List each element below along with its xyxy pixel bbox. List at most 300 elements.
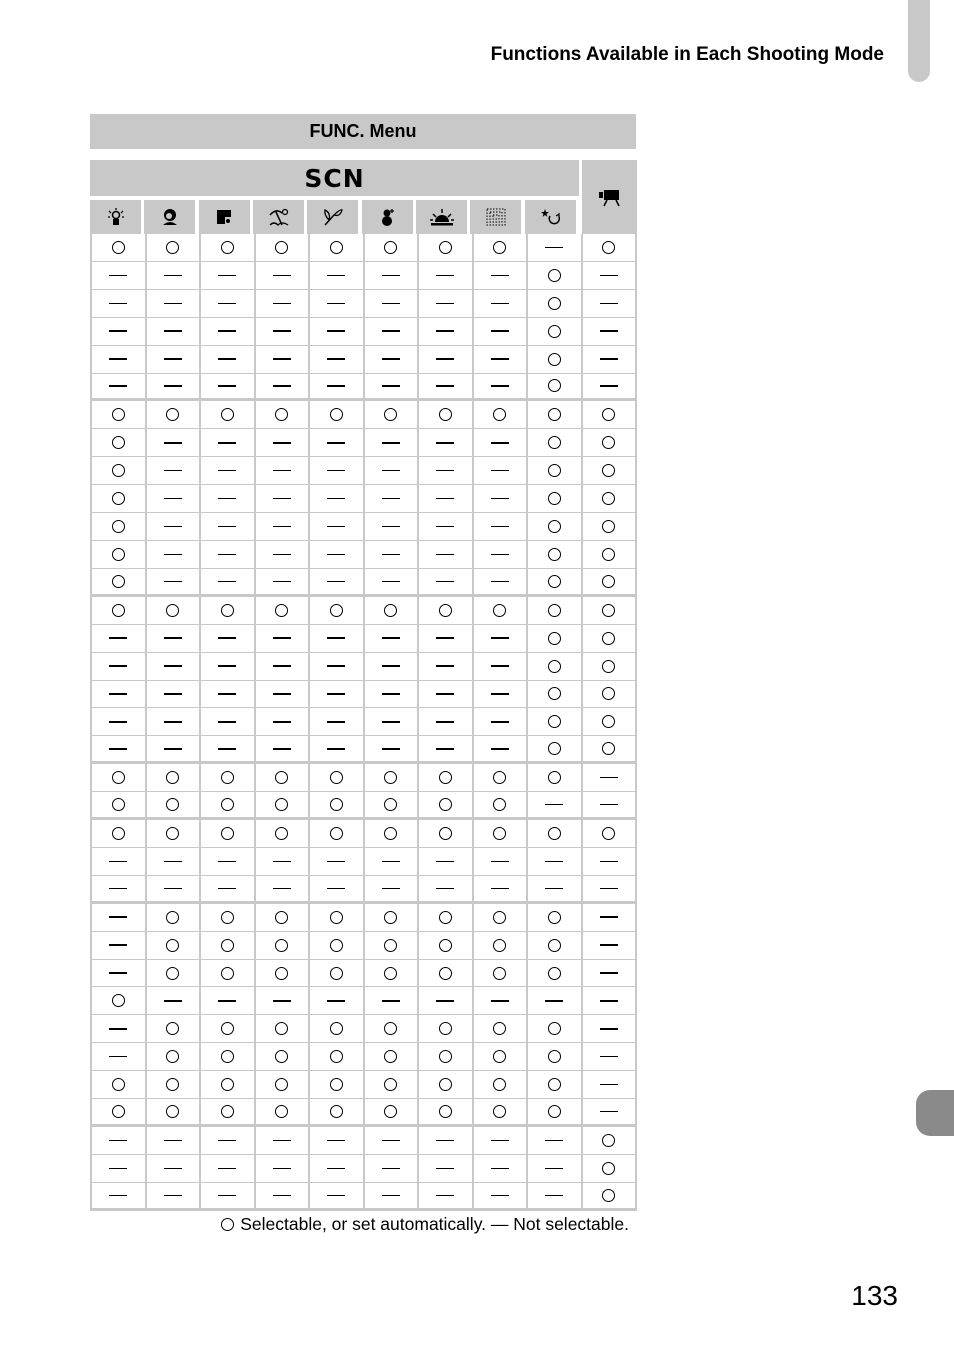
table-cell: [526, 318, 581, 345]
table-cell: [581, 290, 638, 317]
table-cell: [145, 987, 200, 1014]
table-cell: [472, 681, 527, 708]
not-selectable-dash-icon: [164, 554, 182, 556]
table-cell: [145, 653, 200, 680]
not-selectable-dash-icon: [327, 1140, 345, 1142]
not-selectable-dash-icon: [273, 526, 291, 528]
table-cell: [308, 1099, 363, 1124]
table-cell: [199, 262, 254, 289]
not-selectable-dash-icon: [491, 581, 509, 583]
selectable-circle-icon: [548, 687, 561, 700]
table-cell: [526, 234, 581, 261]
not-selectable-dash-icon: [109, 721, 127, 723]
selectable-circle-icon: [112, 1078, 125, 1091]
table-cell: [145, 374, 200, 399]
column-header-fireworks: [470, 200, 521, 234]
not-selectable-dash-icon: [436, 1195, 454, 1197]
selectable-circle-icon: [166, 1078, 179, 1091]
not-selectable-dash-icon: [164, 861, 182, 863]
not-selectable-dash-icon: [545, 247, 563, 249]
column-header-portrait: [144, 200, 195, 234]
table-cell: [417, 346, 472, 373]
table-cell: [90, 736, 145, 761]
selectable-circle-icon: [548, 520, 561, 533]
table-cell: [308, 485, 363, 512]
selectable-circle-icon: [548, 742, 561, 755]
not-selectable-dash-icon: [218, 470, 236, 472]
table-row: [90, 1015, 637, 1043]
not-selectable-dash-icon: [327, 861, 345, 863]
not-selectable-dash-icon: [327, 385, 345, 387]
selectable-circle-icon: [221, 967, 234, 980]
not-selectable-dash-icon: [164, 470, 182, 472]
table-cell: [581, 876, 638, 901]
table-cell: [254, 987, 309, 1014]
table-cell: [417, 848, 472, 875]
not-selectable-dash-icon: [218, 1000, 236, 1002]
table-cell: [417, 485, 472, 512]
table-cell: [472, 820, 527, 847]
table-cell: [363, 374, 418, 399]
selectable-circle-icon: [439, 967, 452, 980]
table-cell: [254, 1071, 309, 1098]
not-selectable-dash-icon: [273, 498, 291, 500]
selectable-circle-icon: [221, 798, 234, 811]
table-cell: [90, 429, 145, 456]
snow-icon: [377, 207, 397, 227]
not-selectable-dash-icon: [436, 637, 454, 639]
table-cell: [199, 820, 254, 847]
not-selectable-dash-icon: [382, 748, 400, 750]
not-selectable-dash-icon: [273, 665, 291, 667]
not-selectable-dash-icon: [327, 581, 345, 583]
not-selectable-dash-icon: [109, 1195, 127, 1197]
not-selectable-dash-icon: [218, 581, 236, 583]
selectable-circle-icon: [275, 771, 288, 784]
not-selectable-dash-icon: [327, 498, 345, 500]
selectable-circle-icon: [602, 436, 615, 449]
selectable-circle-icon: [112, 994, 125, 1007]
not-selectable-dash-icon: [600, 916, 618, 918]
not-selectable-dash-icon: [218, 1168, 236, 1170]
table-cell: [363, 318, 418, 345]
table-cell: [581, 1127, 638, 1154]
table-cell: [472, 234, 527, 261]
table-cell: [254, 262, 309, 289]
not-selectable-dash-icon: [436, 385, 454, 387]
table-cell: [526, 820, 581, 847]
not-selectable-dash-icon: [327, 1000, 345, 1002]
selectable-circle-icon: [330, 911, 343, 924]
table-cell: [526, 1071, 581, 1098]
table-cell: [526, 401, 581, 428]
table-cell: [90, 904, 145, 931]
table-cell: [581, 318, 638, 345]
table-cell: [417, 932, 472, 959]
selectable-circle-icon: [330, 1050, 343, 1063]
table-cell: [581, 429, 638, 456]
not-selectable-dash-icon: [436, 303, 454, 305]
not-selectable-dash-icon: [382, 665, 400, 667]
table-cell: [417, 1071, 472, 1098]
not-selectable-dash-icon: [327, 748, 345, 750]
not-selectable-dash-icon: [436, 721, 454, 723]
table-cell: [90, 1043, 145, 1070]
not-selectable-dash-icon: [600, 330, 618, 332]
not-selectable-dash-icon: [218, 748, 236, 750]
table-cell: [90, 290, 145, 317]
table-cell: [581, 736, 638, 761]
table-cell: [308, 541, 363, 568]
table-cell: [199, 457, 254, 484]
table-cell: [363, 960, 418, 987]
table-cell: [526, 1155, 581, 1182]
table-cell: [308, 290, 363, 317]
not-selectable-dash-icon: [436, 526, 454, 528]
selectable-circle-icon: [166, 939, 179, 952]
selectable-circle-icon: [112, 408, 125, 421]
not-selectable-dash-icon: [545, 1168, 563, 1170]
table-cell: [254, 904, 309, 931]
table-cell: [526, 792, 581, 817]
table-cell: [90, 541, 145, 568]
not-selectable-dash-icon: [491, 554, 509, 556]
selectable-circle-icon: [548, 353, 561, 366]
not-selectable-dash-icon: [382, 358, 400, 360]
table-cell: [581, 1043, 638, 1070]
table-cell: [308, 792, 363, 817]
not-selectable-dash-icon: [545, 804, 563, 806]
table-cell: [145, 457, 200, 484]
table-cell: [472, 346, 527, 373]
not-selectable-dash-icon: [273, 554, 291, 556]
selectable-circle-icon: [493, 241, 506, 254]
not-selectable-dash-icon: [491, 1195, 509, 1197]
not-selectable-dash-icon: [600, 1000, 618, 1002]
not-selectable-dash-icon: [164, 303, 182, 305]
not-selectable-dash-icon: [273, 693, 291, 695]
table-cell: [363, 764, 418, 791]
selectable-circle-icon: [166, 1105, 179, 1118]
table-cell: [581, 708, 638, 735]
table-cell: [90, 262, 145, 289]
table-row: [90, 1099, 637, 1127]
not-selectable-dash-icon: [164, 498, 182, 500]
table-cell: [472, 987, 527, 1014]
table-cell: [199, 792, 254, 817]
not-selectable-dash-icon: [218, 358, 236, 360]
not-selectable-dash-icon: [218, 526, 236, 528]
table-row: [90, 904, 637, 932]
table-cell: [417, 513, 472, 540]
table-cell: [145, 1071, 200, 1098]
not-selectable-dash-icon: [109, 972, 127, 974]
not-selectable-dash-icon: [273, 721, 291, 723]
scn-mode-header: SCN: [90, 160, 579, 196]
table-cell: [472, 318, 527, 345]
selectable-circle-icon: [384, 604, 397, 617]
selectable-circle-icon: [548, 660, 561, 673]
table-cell: [363, 597, 418, 624]
selectable-circle-icon: [275, 241, 288, 254]
table-cell: [581, 1155, 638, 1182]
not-selectable-dash-icon: [164, 1000, 182, 1002]
table-cell: [308, 708, 363, 735]
table-cell: [90, 374, 145, 399]
table-cell: [254, 932, 309, 959]
column-header-foliage: [307, 200, 358, 234]
not-selectable-dash-icon: [382, 693, 400, 695]
table-cell: [363, 1155, 418, 1182]
not-selectable-dash-icon: [109, 303, 127, 305]
table-cell: [90, 708, 145, 735]
selectable-circle-icon: [112, 548, 125, 561]
table-cell: [199, 932, 254, 959]
table-cell: [363, 1043, 418, 1070]
table-cell: [308, 318, 363, 345]
selectable-circle-icon: [439, 1078, 452, 1091]
table-cell: [90, 876, 145, 901]
table-cell: [581, 764, 638, 791]
selectable-circle-icon: [112, 771, 125, 784]
not-selectable-dash-icon: [545, 1000, 563, 1002]
table-cell: [363, 1099, 418, 1124]
table-cell: [472, 290, 527, 317]
color-accent-icon: [214, 207, 234, 227]
not-selectable-dash-icon: [382, 1168, 400, 1170]
table-cell: [417, 987, 472, 1014]
selectable-circle-icon: [221, 408, 234, 421]
table-row: [90, 625, 637, 653]
not-selectable-dash-icon: [491, 665, 509, 667]
selectable-circle-icon: [221, 1105, 234, 1118]
table-cell: [199, 541, 254, 568]
table-cell: [472, 457, 527, 484]
not-selectable-dash-icon: [218, 637, 236, 639]
not-selectable-dash-icon: [109, 637, 127, 639]
table-cell: [417, 1183, 472, 1208]
table-cell: [90, 569, 145, 594]
not-selectable-dash-icon: [436, 1000, 454, 1002]
table-cell: [526, 1099, 581, 1124]
selectable-circle-icon: [602, 408, 615, 421]
not-selectable-dash-icon: [382, 581, 400, 583]
not-selectable-dash-icon: [600, 804, 618, 806]
selectable-circle-icon: [439, 241, 452, 254]
not-selectable-dash-icon: [327, 637, 345, 639]
not-selectable-dash-icon: [273, 358, 291, 360]
table-row: [90, 374, 637, 402]
foliage-icon: [322, 207, 344, 227]
table-cell: [90, 513, 145, 540]
not-selectable-dash-icon: [164, 526, 182, 528]
table-cell: [526, 681, 581, 708]
table-cell: [254, 681, 309, 708]
table-cell: [145, 290, 200, 317]
not-selectable-dash-icon: [491, 861, 509, 863]
table-cell: [363, 401, 418, 428]
table-row: [90, 987, 637, 1015]
not-selectable-dash-icon: [382, 303, 400, 305]
not-selectable-dash-icon: [273, 1168, 291, 1170]
not-selectable-dash-icon: [164, 442, 182, 444]
not-selectable-dash-icon: [327, 303, 345, 305]
selectable-circle-icon: [221, 604, 234, 617]
fireworks-icon: [485, 207, 507, 227]
selectable-circle-icon: [602, 715, 615, 728]
table-cell: [90, 1127, 145, 1154]
table-cell: [417, 904, 472, 931]
table-cell: [308, 625, 363, 652]
table-cell: [254, 401, 309, 428]
table-cell: [145, 1043, 200, 1070]
scene-icon-row: [90, 200, 579, 234]
table-cell: [526, 485, 581, 512]
table-row: [90, 653, 637, 681]
table-cell: [363, 932, 418, 959]
not-selectable-dash-icon: [436, 358, 454, 360]
selectable-circle-icon: [112, 1105, 125, 1118]
not-selectable-dash-icon: [218, 554, 236, 556]
page-title: Functions Available in Each Shooting Mode: [490, 44, 884, 65]
table-cell: [526, 904, 581, 931]
table-cell: [308, 1071, 363, 1098]
table-cell: [472, 1127, 527, 1154]
selectable-circle-icon: [602, 687, 615, 700]
selectable-circle-icon: [548, 715, 561, 728]
table-cell: [308, 234, 363, 261]
not-selectable-dash-icon: [218, 498, 236, 500]
table-cell: [308, 597, 363, 624]
not-selectable-dash-icon: [436, 330, 454, 332]
selectable-circle-icon: [602, 660, 615, 673]
not-selectable-dash-icon: [218, 693, 236, 695]
table-cell: [145, 681, 200, 708]
table-cell: [526, 625, 581, 652]
table-cell: [199, 569, 254, 594]
selectable-circle-icon: [275, 604, 288, 617]
portrait-icon: [160, 207, 180, 227]
selectable-circle-icon: [275, 911, 288, 924]
table-cell: [145, 1099, 200, 1124]
table-cell: [363, 1071, 418, 1098]
table-row: [90, 485, 637, 513]
table-cell: [526, 876, 581, 901]
table-cell: [363, 708, 418, 735]
table-cell: [472, 764, 527, 791]
selectable-circle-icon: [439, 408, 452, 421]
table-cell: [90, 987, 145, 1014]
selectable-circle-icon: [439, 798, 452, 811]
table-cell: [90, 820, 145, 847]
table-cell: [308, 960, 363, 987]
table-cell: [417, 401, 472, 428]
table-cell: [526, 346, 581, 373]
table-cell: [254, 457, 309, 484]
table-cell: [472, 485, 527, 512]
not-selectable-dash-icon: [545, 1195, 563, 1197]
table-cell: [581, 653, 638, 680]
table-cell: [199, 736, 254, 761]
table-cell: [417, 290, 472, 317]
table-legend: [221, 1214, 629, 1235]
table-row: [90, 1155, 637, 1183]
table-cell: [472, 1043, 527, 1070]
not-selectable-dash-icon: [436, 665, 454, 667]
table-cell: [472, 904, 527, 931]
table-cell: [90, 1071, 145, 1098]
table-cell: [363, 1183, 418, 1208]
table-cell: [145, 848, 200, 875]
table-cell: [363, 513, 418, 540]
table-cell: [254, 792, 309, 817]
table-cell: [308, 401, 363, 428]
selectable-circle-icon: [112, 798, 125, 811]
selectable-circle-icon: [602, 1162, 615, 1175]
selectable-circle-icon: [221, 939, 234, 952]
table-row: [90, 1071, 637, 1099]
not-selectable-dash-icon: [491, 303, 509, 305]
table-cell: [254, 1155, 309, 1182]
selectable-circle-icon: [166, 1022, 179, 1035]
selectable-circle-icon: [439, 1022, 452, 1035]
not-selectable-dash-icon: [109, 330, 127, 332]
table-row: [90, 513, 637, 541]
table-cell: [581, 374, 638, 399]
table-cell: [363, 848, 418, 875]
table-cell: [472, 625, 527, 652]
table-cell: [199, 1099, 254, 1124]
table-cell: [254, 541, 309, 568]
not-selectable-dash-icon: [600, 358, 618, 360]
selectable-circle-icon: [493, 1078, 506, 1091]
not-selectable-dash-icon: [218, 330, 236, 332]
not-selectable-dash-icon: [491, 637, 509, 639]
not-selectable-dash-icon: [109, 1056, 127, 1058]
table-cell: [90, 1099, 145, 1124]
not-selectable-dash-icon: [109, 748, 127, 750]
chapter-tab-index: [916, 1090, 954, 1136]
not-selectable-dash-icon: [109, 385, 127, 387]
not-selectable-dash-icon: [436, 1140, 454, 1142]
selectable-circle-icon: [548, 1022, 561, 1035]
beach-icon: [268, 207, 290, 227]
table-cell: [308, 374, 363, 399]
table-cell: [145, 569, 200, 594]
not-selectable-dash-icon: [218, 442, 236, 444]
table-cell: [417, 820, 472, 847]
not-selectable-dash-icon: [491, 693, 509, 695]
function-availability-table: [90, 234, 637, 1211]
table-cell: [145, 820, 200, 847]
not-selectable-dash-icon: [491, 385, 509, 387]
table-cell: [526, 960, 581, 987]
table-row: [90, 541, 637, 569]
table-cell: [254, 1127, 309, 1154]
selectable-circle-icon: [275, 1050, 288, 1063]
not-selectable-dash-icon: [164, 665, 182, 667]
table-cell: [308, 653, 363, 680]
not-selectable-dash-icon: [491, 888, 509, 890]
not-selectable-dash-icon: [164, 358, 182, 360]
table-row: [90, 681, 637, 709]
not-selectable-dash-icon: [164, 1140, 182, 1142]
table-cell: [363, 792, 418, 817]
table-cell: [472, 569, 527, 594]
selectable-circle-icon: [330, 408, 343, 421]
not-selectable-dash-icon: [109, 1168, 127, 1170]
table-row: [90, 960, 637, 988]
